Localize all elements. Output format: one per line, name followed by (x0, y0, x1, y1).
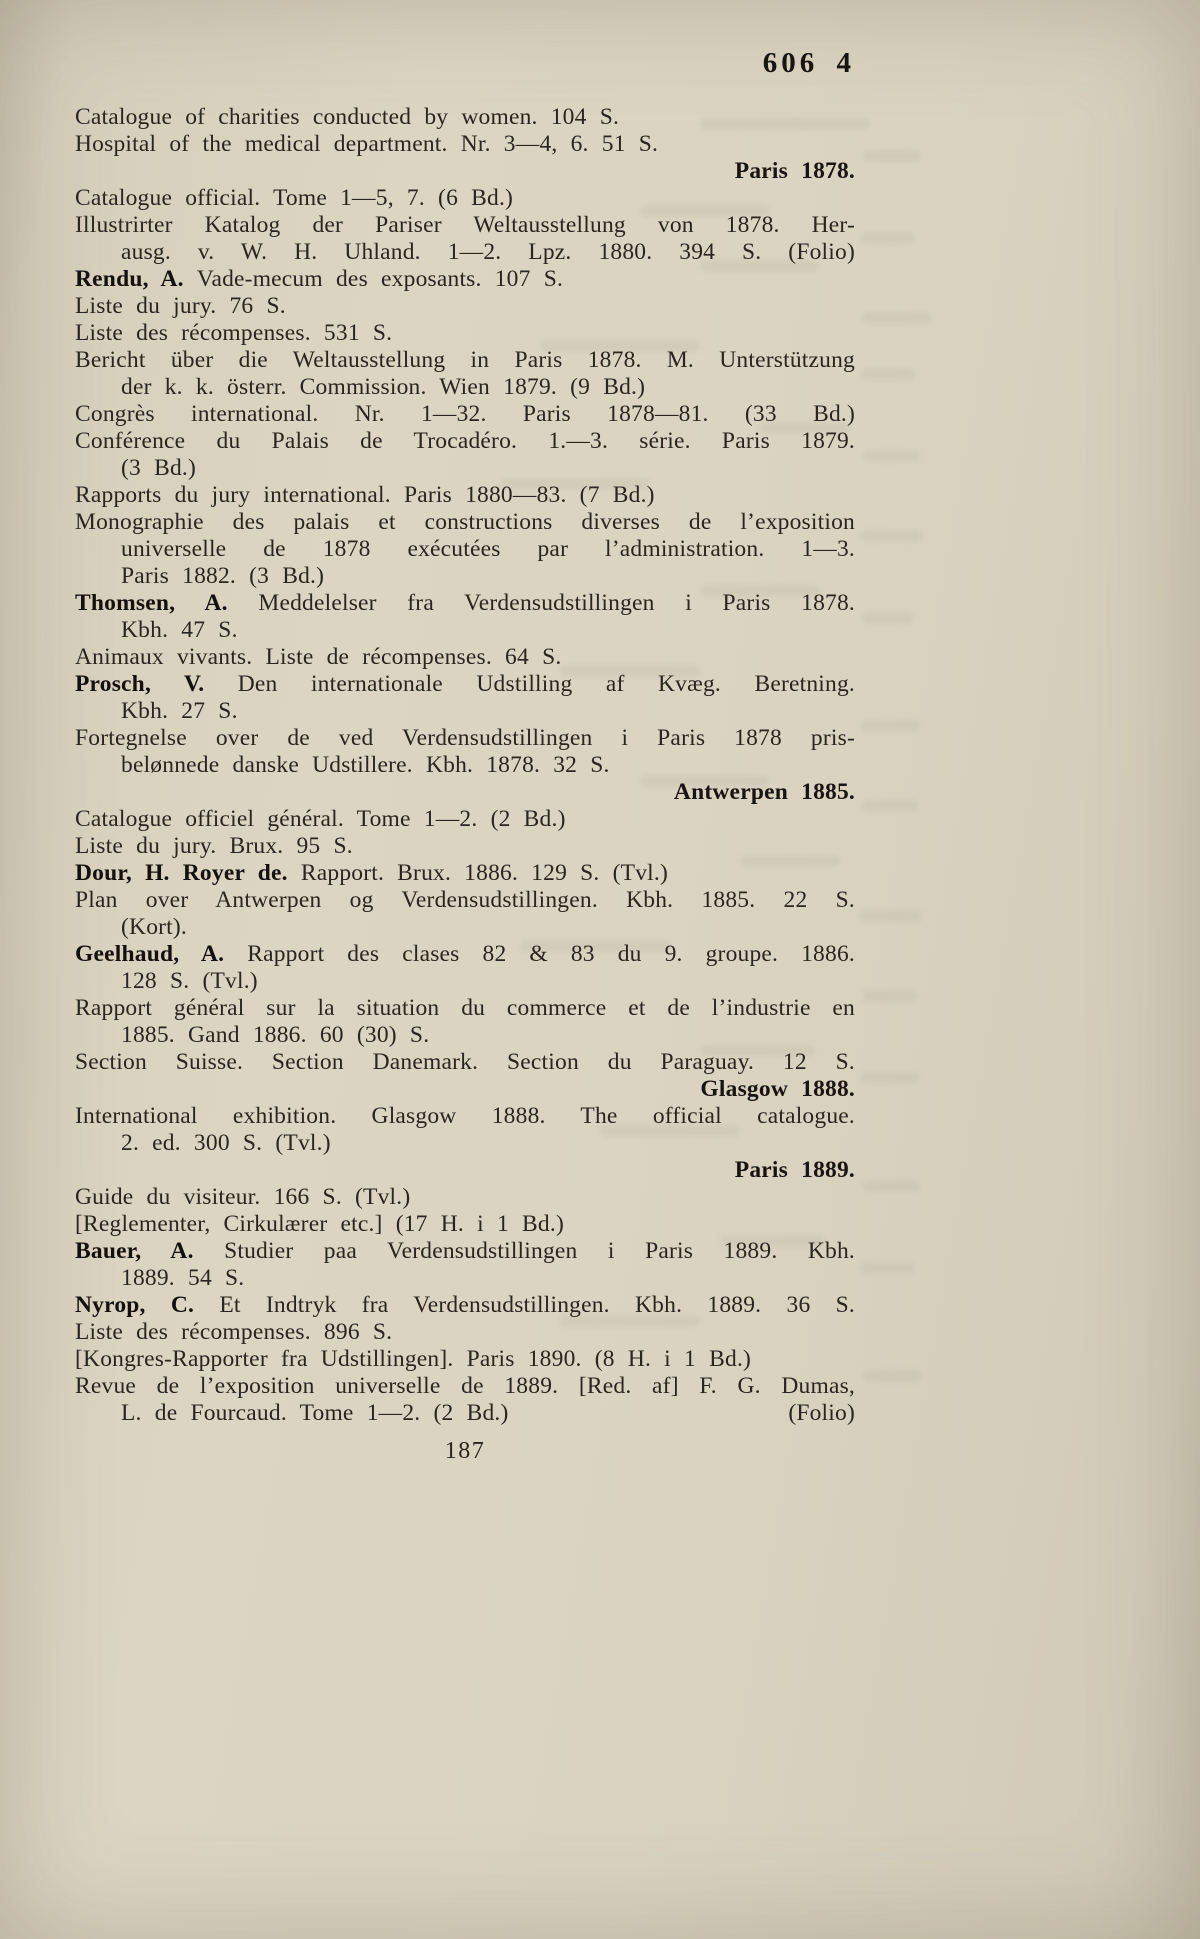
bibliography-line: Monographie des palais et constructions diverses de l’exposition (75, 509, 855, 535)
bibliography-page (75, 46, 855, 1427)
bibliography (75, 104, 855, 1427)
bibliography-line: Liste du jury. 76 S. (75, 293, 286, 319)
bibliography-line: Congrès international. Nr. 1—32. Paris 1878—81. (33 Bd.) (75, 401, 855, 427)
bibliography-line: 1885. Gand 1886. 60 (30) S. (121, 1022, 430, 1048)
bibliography-line: [Kongres-Rapporter fra Udstillingen]. Paris 1890. (8 H. i 1 Bd.) (75, 1346, 752, 1372)
bibliography-line: 2. ed. 300 S. (Tvl.) (121, 1130, 331, 1156)
exhibition-heading: Antwerpen 1885. (673, 779, 855, 805)
bibliography-line: belønnede danske Udstillere. Kbh. 1878. 32 S. (121, 752, 610, 778)
author-name: Prosch, V. (75, 671, 238, 697)
bibliography-line: Hospital of the medical department. Nr. 3—4, 6. 51 S. (75, 131, 659, 157)
bibliography-line: Section Suisse. Section Danemark. Section du Paraguay. 12 S. (75, 1049, 855, 1075)
bibliography-line: Catalogue official. Tome 1—5, 7. (6 Bd.) (75, 185, 514, 211)
page-number: 187 (444, 1438, 486, 1464)
bibliography-line: International exhibition. Glasgow 1888. The official catalogue. (75, 1103, 855, 1129)
author-name: Thomsen, A. (75, 590, 259, 616)
bibliography-line: Kbh. 47 S. (121, 617, 238, 643)
exhibition-heading: Glasgow 1888. (700, 1076, 855, 1102)
bibliography-line: (3 Bd.) (121, 455, 197, 481)
author-name: Bauer, A. (75, 1238, 225, 1264)
bibliography-line: universelle de 1878 exécutées par l’administration. 1—3. (121, 536, 855, 562)
bibliography-line: Liste des récompenses. 896 S. (75, 1319, 393, 1345)
author-name: Geelhaud, A. (75, 941, 248, 967)
bibliography-line: Kbh. 27 S. (121, 698, 238, 724)
section-number: 606 4 (762, 47, 855, 79)
bibliography-line: Rapport général sur la situation du commerce et de l’industrie en (75, 995, 855, 1021)
author-name: Rendu, A. (75, 266, 197, 292)
bibliography-line: [Reglementer, Cirkulærer etc.] (17 H. i 1 Bd.) (75, 1211, 564, 1237)
bibliography-line: 128 S. (Tvl.) (121, 968, 258, 994)
bibliography-line: Dour, H. Royer de. Rapport. Brux. 1886. 129 S. (Tvl.) (75, 860, 668, 886)
bibliography-line (75, 1400, 855, 1427)
bibliography-line: Liste du jury. Brux. 95 S. (75, 833, 353, 859)
bibliography-line: Catalogue of charities conducted by women. 104 S. (75, 104, 620, 130)
bibliography-line: Prosch, V. Den internationale Udstilling af Kvæg. Beretning. (75, 671, 855, 697)
bibliography-line: Revue de l’exposition universelle de 1889. [Red. af] F. G. Dumas, (75, 1373, 855, 1399)
bibliography-line: Liste des récompenses. 531 S. (75, 320, 393, 346)
bibliography-line: ausg. v. W. H. Uhland. 1—2. Lpz. 1880. 394 S. (Folio) (121, 239, 855, 265)
bibliography-line: Nyrop, C. Et Indtryk fra Verdensudstillingen. Kbh. 1889. 36 S. (75, 1292, 855, 1318)
bibliography-line: Rapports du jury international. Paris 1880—83. (7 Bd.) (75, 482, 655, 508)
bibliography-line: der k. k. österr. Commission. Wien 1879. (9 Bd.) (121, 374, 646, 400)
bibliography-line: 1889. 54 S. (121, 1265, 245, 1291)
bibliography-line-text: L. de Fourcaud. Tome 1—2. (2 Bd.) (121, 1400, 509, 1426)
author-name: Nyrop, C. (75, 1292, 220, 1318)
bibliography-line: Paris 1882. (3 Bd.) (121, 563, 325, 589)
bibliography-line: Conférence du Palais de Trocadéro. 1.—3. série. Paris 1879. (75, 428, 855, 454)
bibliography-line: Bauer, A. Studier paa Verdensudstillingen i Paris 1889. Kbh. (75, 1238, 855, 1264)
bibliography-line: Fortegnelse over de ved Verdensudstillingen i Paris 1878 pris- (75, 725, 855, 751)
bibliography-line: Guide du visiteur. 166 S. (Tvl.) (75, 1184, 411, 1210)
author-name: Dour, H. Royer de. (75, 860, 301, 886)
bibliography-line: Catalogue officiel général. Tome 1—2. (2 Bd.) (75, 806, 566, 832)
bibliography-line: Bericht über die Weltausstellung in Paris 1878. M. Unterstützung (75, 347, 855, 373)
bibliography-line: Thomsen, A. Meddelelser fra Verdensudstillingen i Paris 1878. (75, 590, 855, 616)
bibliography-line: (Kort). (121, 914, 188, 940)
format-note: (Folio) (788, 1400, 855, 1426)
bibliography-line: Plan over Antwerpen og Verdensudstillingen. Kbh. 1885. 22 S. (75, 887, 855, 913)
bibliography-line: Geelhaud, A. Rapport des clases 82 & 83 du 9. groupe. 1886. (75, 941, 855, 967)
bibliography-line: Illustrirter Katalog der Pariser Weltausstellung von 1878. Her- (75, 212, 855, 238)
exhibition-heading: Paris 1889. (734, 1157, 855, 1183)
exhibition-heading: Paris 1878. (734, 158, 855, 184)
bibliography-line: Rendu, A. Vade-mecum des exposants. 107 S. (75, 266, 564, 292)
bibliography-line: Animaux vivants. Liste de récompenses. 64 S. (75, 644, 562, 670)
